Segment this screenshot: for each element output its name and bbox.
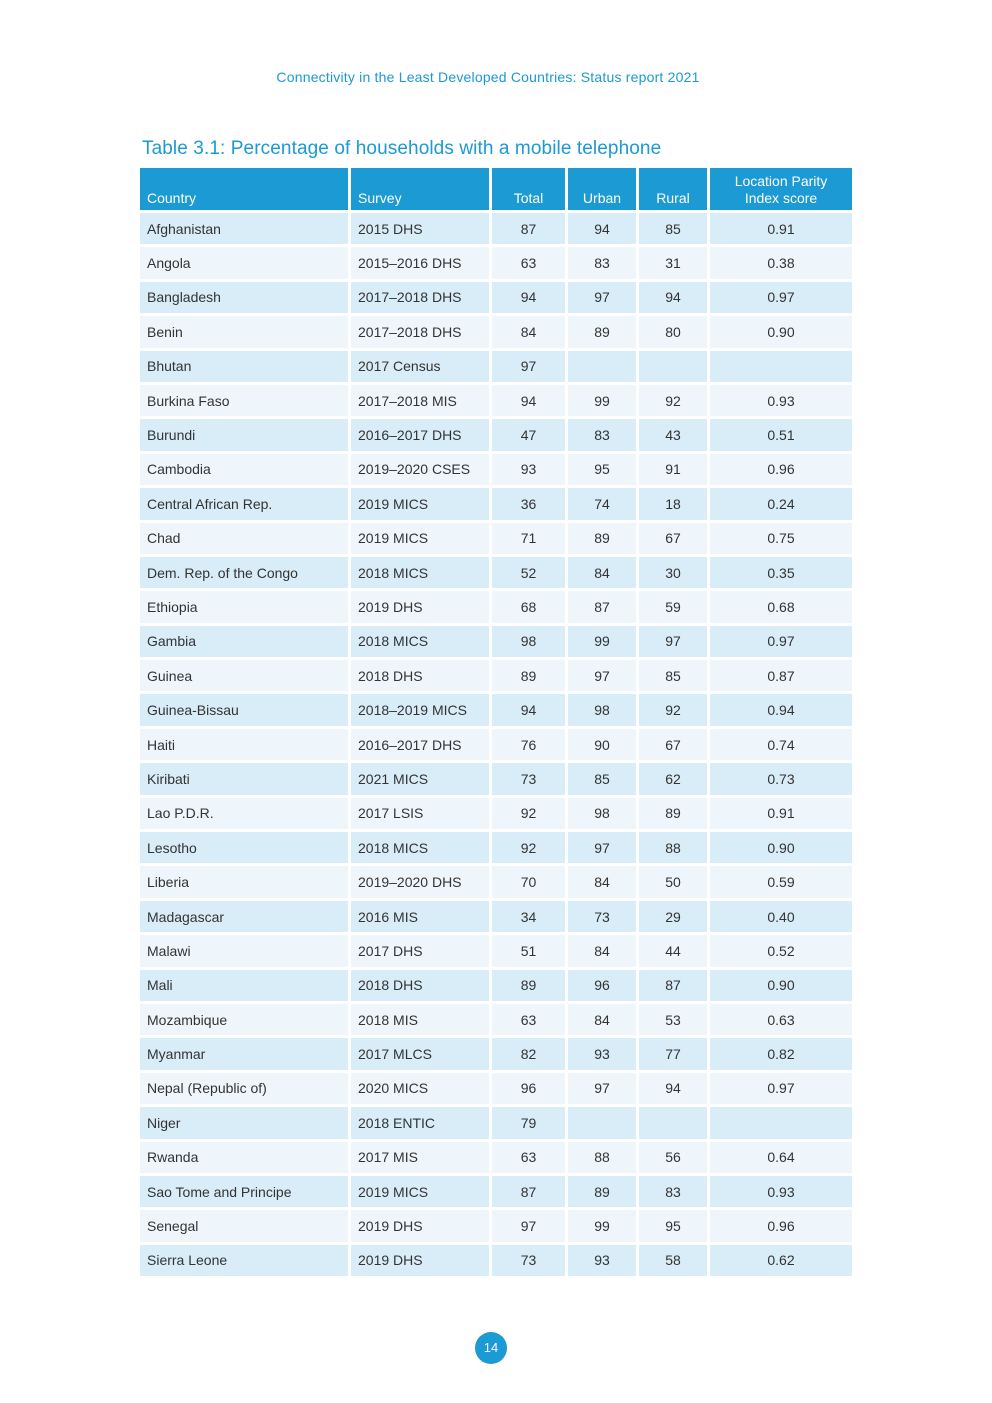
country-cell: Sao Tome and Principe xyxy=(140,1176,348,1207)
total-cell: 63 xyxy=(492,1004,565,1035)
rural-cell xyxy=(639,351,707,382)
urban-cell: 84 xyxy=(568,866,636,897)
parity-index-cell: 0.52 xyxy=(710,935,852,966)
total-cell: 71 xyxy=(492,523,565,554)
column-header-parity-index: Location Parity Index score xyxy=(710,168,852,210)
column-header-survey: Survey xyxy=(351,168,489,210)
rural-cell: 53 xyxy=(639,1004,707,1035)
urban-cell: 84 xyxy=(568,935,636,966)
urban-cell: 99 xyxy=(568,626,636,657)
table-row xyxy=(140,351,852,382)
total-cell: 87 xyxy=(492,1176,565,1207)
urban-cell xyxy=(568,1107,636,1138)
households-mobile-table xyxy=(137,165,855,1279)
rural-cell: 43 xyxy=(639,419,707,450)
total-cell: 94 xyxy=(492,694,565,725)
parity-index-cell: 0.63 xyxy=(710,1004,852,1035)
parity-index-cell: 0.74 xyxy=(710,729,852,760)
urban-cell: 89 xyxy=(568,1176,636,1207)
rural-cell: 29 xyxy=(639,901,707,932)
rural-cell: 31 xyxy=(639,247,707,278)
survey-cell: 2018 DHS xyxy=(351,970,489,1001)
total-cell: 97 xyxy=(492,1210,565,1241)
table-row xyxy=(140,1176,852,1207)
total-cell: 98 xyxy=(492,626,565,657)
survey-cell: 2016 MIS xyxy=(351,901,489,932)
table-row xyxy=(140,385,852,416)
table-row xyxy=(140,1142,852,1173)
column-header-urban: Urban xyxy=(568,168,636,210)
rural-cell: 62 xyxy=(639,763,707,794)
total-cell: 92 xyxy=(492,832,565,863)
country-cell: Ethiopia xyxy=(140,591,348,622)
total-cell: 47 xyxy=(492,419,565,450)
table-row xyxy=(140,213,852,244)
survey-cell: 2015 DHS xyxy=(351,213,489,244)
parity-index-cell xyxy=(710,1107,852,1138)
parity-index-cell xyxy=(710,351,852,382)
survey-cell: 2019 DHS xyxy=(351,1210,489,1241)
table-row xyxy=(140,316,852,347)
urban-cell xyxy=(568,351,636,382)
survey-cell: 2019 DHS xyxy=(351,591,489,622)
parity-index-cell: 0.93 xyxy=(710,1176,852,1207)
table-row xyxy=(140,626,852,657)
table-row xyxy=(140,970,852,1001)
parity-index-cell: 0.64 xyxy=(710,1142,852,1173)
table-row xyxy=(140,557,852,588)
parity-index-cell: 0.97 xyxy=(710,1073,852,1104)
total-cell: 89 xyxy=(492,660,565,691)
rural-cell: 18 xyxy=(639,488,707,519)
total-cell: 51 xyxy=(492,935,565,966)
table-header-row xyxy=(140,168,852,210)
rural-cell: 56 xyxy=(639,1142,707,1173)
survey-cell: 2017–2018 DHS xyxy=(351,282,489,313)
survey-cell: 2018 ENTIC xyxy=(351,1107,489,1138)
urban-cell: 90 xyxy=(568,729,636,760)
rural-cell: 95 xyxy=(639,1210,707,1241)
total-cell: 68 xyxy=(492,591,565,622)
country-cell: Benin xyxy=(140,316,348,347)
urban-cell: 98 xyxy=(568,798,636,829)
parity-index-cell: 0.93 xyxy=(710,385,852,416)
country-cell: Chad xyxy=(140,523,348,554)
survey-cell: 2018 DHS xyxy=(351,660,489,691)
survey-cell: 2019 DHS xyxy=(351,1245,489,1276)
rural-cell: 58 xyxy=(639,1245,707,1276)
survey-cell: 2019 MICS xyxy=(351,1176,489,1207)
total-cell: 73 xyxy=(492,763,565,794)
rural-cell: 83 xyxy=(639,1176,707,1207)
parity-index-cell: 0.40 xyxy=(710,901,852,932)
table-row xyxy=(140,282,852,313)
table-row xyxy=(140,694,852,725)
country-cell: Gambia xyxy=(140,626,348,657)
total-cell: 63 xyxy=(492,1142,565,1173)
rural-cell: 30 xyxy=(639,557,707,588)
column-header-country: Country xyxy=(140,168,348,210)
table-row xyxy=(140,1107,852,1138)
parity-index-cell: 0.96 xyxy=(710,454,852,485)
parity-index-cell: 0.59 xyxy=(710,866,852,897)
survey-cell: 2016–2017 DHS xyxy=(351,729,489,760)
survey-cell: 2017–2018 DHS xyxy=(351,316,489,347)
urban-cell: 85 xyxy=(568,763,636,794)
urban-cell: 93 xyxy=(568,1245,636,1276)
survey-cell: 2017 Census xyxy=(351,351,489,382)
running-header: Connectivity in the Least Developed Countries: Status report 2021 xyxy=(276,69,700,85)
parity-index-cell: 0.91 xyxy=(710,213,852,244)
country-cell: Malawi xyxy=(140,935,348,966)
parity-index-cell: 0.97 xyxy=(710,626,852,657)
country-cell: Guinea xyxy=(140,660,348,691)
survey-cell: 2021 MICS xyxy=(351,763,489,794)
parity-index-cell: 0.87 xyxy=(710,660,852,691)
rural-cell: 85 xyxy=(639,660,707,691)
total-cell: 76 xyxy=(492,729,565,760)
country-cell: Niger xyxy=(140,1107,348,1138)
urban-cell: 99 xyxy=(568,1210,636,1241)
survey-cell: 2017 LSIS xyxy=(351,798,489,829)
parity-index-cell: 0.51 xyxy=(710,419,852,450)
total-cell: 79 xyxy=(492,1107,565,1138)
parity-index-cell: 0.73 xyxy=(710,763,852,794)
country-cell: Cambodia xyxy=(140,454,348,485)
urban-cell: 88 xyxy=(568,1142,636,1173)
total-cell: 93 xyxy=(492,454,565,485)
urban-cell: 87 xyxy=(568,591,636,622)
table-row xyxy=(140,901,852,932)
parity-index-cell: 0.90 xyxy=(710,832,852,863)
rural-cell: 85 xyxy=(639,213,707,244)
survey-cell: 2017 MIS xyxy=(351,1142,489,1173)
survey-cell: 2019–2020 CSES xyxy=(351,454,489,485)
urban-cell: 84 xyxy=(568,557,636,588)
total-cell: 36 xyxy=(492,488,565,519)
rural-cell: 97 xyxy=(639,626,707,657)
survey-cell: 2019–2020 DHS xyxy=(351,866,489,897)
survey-cell: 2017 MLCS xyxy=(351,1038,489,1069)
country-cell: Kiribati xyxy=(140,763,348,794)
parity-index-cell: 0.24 xyxy=(710,488,852,519)
total-cell: 89 xyxy=(492,970,565,1001)
parity-index-cell: 0.68 xyxy=(710,591,852,622)
parity-index-cell: 0.35 xyxy=(710,557,852,588)
country-cell: Burkina Faso xyxy=(140,385,348,416)
table-row xyxy=(140,488,852,519)
table-row xyxy=(140,1210,852,1241)
survey-cell: 2016–2017 DHS xyxy=(351,419,489,450)
urban-cell: 83 xyxy=(568,247,636,278)
table-row xyxy=(140,1004,852,1035)
country-cell: Bhutan xyxy=(140,351,348,382)
rural-cell: 94 xyxy=(639,282,707,313)
rural-cell: 92 xyxy=(639,385,707,416)
total-cell: 34 xyxy=(492,901,565,932)
total-cell: 87 xyxy=(492,213,565,244)
urban-cell: 98 xyxy=(568,694,636,725)
table-row xyxy=(140,454,852,485)
country-cell: Rwanda xyxy=(140,1142,348,1173)
country-cell: Angola xyxy=(140,247,348,278)
parity-index-cell: 0.75 xyxy=(710,523,852,554)
column-header-rural: Rural xyxy=(639,168,707,210)
urban-cell: 99 xyxy=(568,385,636,416)
survey-cell: 2018 MIS xyxy=(351,1004,489,1035)
urban-cell: 74 xyxy=(568,488,636,519)
survey-cell: 2019 MICS xyxy=(351,523,489,554)
survey-cell: 2018 MICS xyxy=(351,626,489,657)
urban-cell: 89 xyxy=(568,316,636,347)
urban-cell: 95 xyxy=(568,454,636,485)
table-row xyxy=(140,729,852,760)
column-header-total: Total xyxy=(492,168,565,210)
survey-cell: 2017–2018 MIS xyxy=(351,385,489,416)
rural-cell: 59 xyxy=(639,591,707,622)
country-cell: Liberia xyxy=(140,866,348,897)
urban-cell: 97 xyxy=(568,660,636,691)
rural-cell: 44 xyxy=(639,935,707,966)
urban-cell: 97 xyxy=(568,832,636,863)
country-cell: Guinea-Bissau xyxy=(140,694,348,725)
parity-index-cell: 0.96 xyxy=(710,1210,852,1241)
table-row xyxy=(140,935,852,966)
table-row xyxy=(140,763,852,794)
table-row xyxy=(140,1038,852,1069)
urban-cell: 94 xyxy=(568,213,636,244)
rural-cell: 91 xyxy=(639,454,707,485)
parity-index-cell: 0.90 xyxy=(710,970,852,1001)
parity-index-cell: 0.82 xyxy=(710,1038,852,1069)
parity-index-cell: 0.62 xyxy=(710,1245,852,1276)
total-cell: 97 xyxy=(492,351,565,382)
rural-cell xyxy=(639,1107,707,1138)
rural-cell: 88 xyxy=(639,832,707,863)
table-row xyxy=(140,247,852,278)
rural-cell: 77 xyxy=(639,1038,707,1069)
survey-cell: 2018 MICS xyxy=(351,557,489,588)
parity-index-cell: 0.94 xyxy=(710,694,852,725)
rural-cell: 67 xyxy=(639,729,707,760)
country-cell: Lao P.D.R. xyxy=(140,798,348,829)
survey-cell: 2019 MICS xyxy=(351,488,489,519)
survey-cell: 2018–2019 MICS xyxy=(351,694,489,725)
total-cell: 84 xyxy=(492,316,565,347)
country-cell: Sierra Leone xyxy=(140,1245,348,1276)
rural-cell: 92 xyxy=(639,694,707,725)
parity-index-cell: 0.97 xyxy=(710,282,852,313)
survey-cell: 2017 DHS xyxy=(351,935,489,966)
total-cell: 63 xyxy=(492,247,565,278)
table-row xyxy=(140,523,852,554)
rural-cell: 94 xyxy=(639,1073,707,1104)
table-row xyxy=(140,1073,852,1104)
country-cell: Madagascar xyxy=(140,901,348,932)
survey-cell: 2015–2016 DHS xyxy=(351,247,489,278)
total-cell: 92 xyxy=(492,798,565,829)
urban-cell: 93 xyxy=(568,1038,636,1069)
total-cell: 94 xyxy=(492,282,565,313)
table-row xyxy=(140,660,852,691)
country-cell: Dem. Rep. of the Congo xyxy=(140,557,348,588)
country-cell: Myanmar xyxy=(140,1038,348,1069)
total-cell: 82 xyxy=(492,1038,565,1069)
total-cell: 52 xyxy=(492,557,565,588)
urban-cell: 84 xyxy=(568,1004,636,1035)
country-cell: Mozambique xyxy=(140,1004,348,1035)
country-cell: Nepal (Republic of) xyxy=(140,1073,348,1104)
urban-cell: 89 xyxy=(568,523,636,554)
table-title: Table 3.1: Percentage of households with a mobile telephone xyxy=(142,138,662,159)
table-row xyxy=(140,591,852,622)
country-cell: Haiti xyxy=(140,729,348,760)
survey-cell: 2018 MICS xyxy=(351,832,489,863)
urban-cell: 97 xyxy=(568,282,636,313)
table-row xyxy=(140,419,852,450)
total-cell: 94 xyxy=(492,385,565,416)
total-cell: 73 xyxy=(492,1245,565,1276)
parity-index-cell: 0.90 xyxy=(710,316,852,347)
country-cell: Afghanistan xyxy=(140,213,348,244)
country-cell: Mali xyxy=(140,970,348,1001)
table-row xyxy=(140,832,852,863)
table-row xyxy=(140,1245,852,1276)
rural-cell: 80 xyxy=(639,316,707,347)
total-cell: 70 xyxy=(492,866,565,897)
country-cell: Central African Rep. xyxy=(140,488,348,519)
country-cell: Bangladesh xyxy=(140,282,348,313)
country-cell: Senegal xyxy=(140,1210,348,1241)
rural-cell: 67 xyxy=(639,523,707,554)
urban-cell: 83 xyxy=(568,419,636,450)
survey-cell: 2020 MICS xyxy=(351,1073,489,1104)
urban-cell: 73 xyxy=(568,901,636,932)
country-cell: Lesotho xyxy=(140,832,348,863)
table-row xyxy=(140,866,852,897)
rural-cell: 50 xyxy=(639,866,707,897)
table-body xyxy=(140,213,852,1276)
parity-index-cell: 0.38 xyxy=(710,247,852,278)
table-row xyxy=(140,798,852,829)
urban-cell: 97 xyxy=(568,1073,636,1104)
rural-cell: 87 xyxy=(639,970,707,1001)
country-cell: Burundi xyxy=(140,419,348,450)
page-number: 14 xyxy=(475,1332,507,1364)
parity-index-cell: 0.91 xyxy=(710,798,852,829)
rural-cell: 89 xyxy=(639,798,707,829)
urban-cell: 96 xyxy=(568,970,636,1001)
total-cell: 96 xyxy=(492,1073,565,1104)
